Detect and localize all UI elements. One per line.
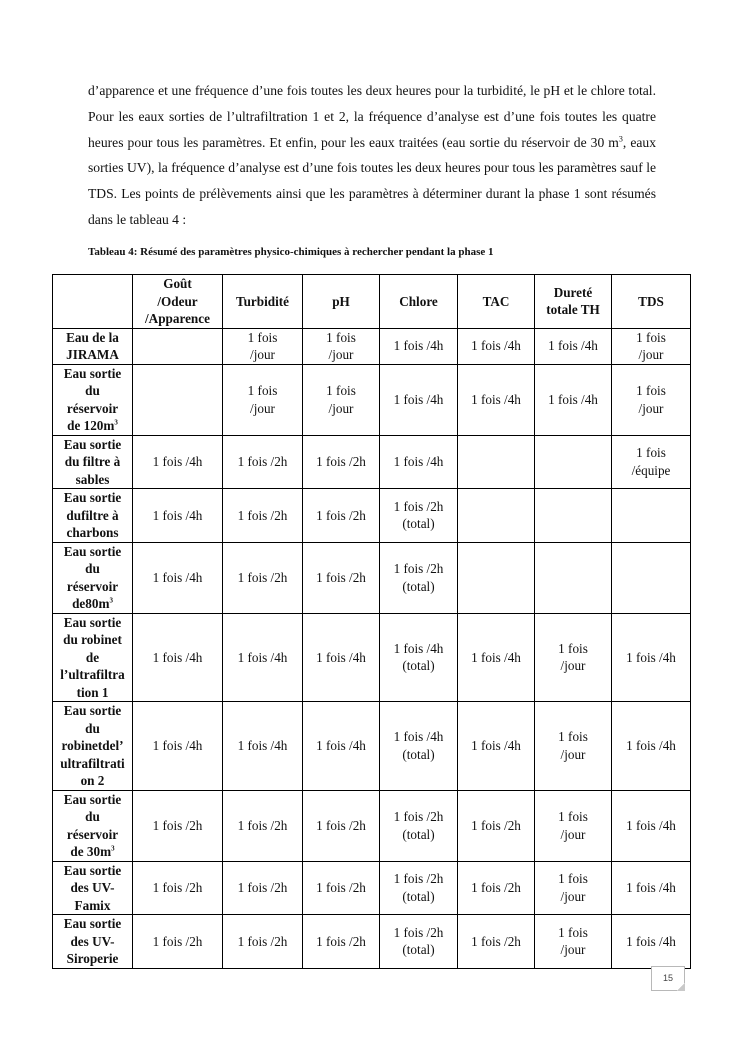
table-cell	[380, 542, 458, 613]
row-label-line	[55, 755, 130, 773]
row-label-line	[55, 453, 130, 471]
table-cell	[223, 542, 303, 613]
table-cell	[303, 861, 380, 915]
paragraph-line: paramètres à déterminer durant la phase 1 sont résumés dans le tableau 4 :	[88, 186, 656, 227]
table-cell	[223, 790, 303, 861]
cell-text: 1 fois /4h	[152, 649, 203, 665]
row-label-line	[55, 933, 130, 951]
table-cell	[612, 364, 691, 435]
row-label-text: charbons	[66, 525, 119, 540]
table-cell	[133, 328, 223, 364]
table-cell	[458, 790, 535, 861]
table-cell	[535, 915, 612, 969]
table-cell	[612, 790, 691, 861]
row-label-text: des UV-	[70, 933, 115, 949]
table-cell	[380, 435, 458, 489]
table-row	[53, 702, 691, 791]
table-cell	[303, 435, 380, 489]
cell-text: (total)	[402, 888, 435, 904]
row-label-line	[55, 595, 130, 613]
row-label-line	[55, 436, 130, 454]
row-label	[53, 790, 133, 861]
row-label	[53, 364, 133, 435]
table-cell	[458, 435, 535, 489]
table-cell	[380, 489, 458, 543]
row-label-text: robinetdel’	[61, 738, 124, 753]
table-cell	[612, 328, 691, 364]
row-label-text: sables	[75, 471, 110, 487]
cell-text: 1 fois	[636, 329, 666, 345]
row-label-line	[55, 417, 130, 435]
cell-text: (total)	[402, 826, 435, 842]
row-label-line	[55, 329, 130, 347]
row-label-line	[55, 737, 130, 755]
cell-text: 1 fois /4h	[626, 817, 676, 833]
row-label-text: ultrafiltrati	[60, 755, 125, 771]
cell-text: 1 fois /2h	[316, 880, 366, 895]
table-cell	[458, 915, 535, 969]
table-row	[53, 364, 691, 435]
cell-text: 1 fois	[558, 924, 588, 940]
row-label-line	[55, 631, 130, 649]
paragraph-line: , eaux sorties UV), la fréquence d’analyse est d’une fois toutes les	[88, 134, 657, 176]
cell-text: 1 fois /4h	[152, 507, 203, 523]
table-cell	[303, 790, 380, 861]
cell-text: (total)	[402, 516, 435, 532]
table-cell	[133, 915, 223, 969]
cell-text: /jour	[560, 888, 586, 904]
cell-text: 1 fois /4h	[152, 738, 203, 753]
cell-text: /jour	[560, 658, 586, 674]
paragraph-line: sortie du réservoir de 30 m	[469, 134, 619, 150]
row-label-text: réservoir	[66, 826, 119, 842]
table-cell	[223, 702, 303, 791]
cell-text: 1 fois /4h	[471, 391, 521, 407]
cell-text: 1 fois /4h	[626, 738, 676, 753]
row-label-line	[55, 471, 130, 489]
table-cell	[612, 489, 691, 543]
cell-text: 1 fois	[247, 329, 278, 345]
cell-text: 1 fois	[636, 383, 666, 398]
cell-text: 1 fois	[558, 640, 588, 656]
table-cell	[133, 702, 223, 791]
table-cell	[303, 702, 380, 791]
cell-text: 1 fois /4h	[548, 391, 598, 407]
cell-text: 1 fois /2h	[471, 933, 521, 949]
row-label	[53, 613, 133, 702]
cell-text: 1 fois /4h	[237, 738, 288, 753]
table-cell	[133, 613, 223, 702]
superscript: 3	[114, 418, 118, 427]
row-label-line	[55, 649, 130, 667]
table-cell	[535, 702, 612, 791]
cell-text: (total)	[402, 658, 435, 674]
header-turbidite: Turbidité	[223, 275, 303, 329]
header-chlore: Chlore	[380, 275, 458, 329]
table-cell	[458, 489, 535, 543]
cell-text: 1 fois /4h	[152, 569, 203, 585]
cell-text: 1 fois /2h	[237, 507, 288, 523]
cell-text: /jour	[560, 746, 586, 762]
row-label-line	[55, 915, 130, 933]
row-label-line	[55, 826, 130, 844]
row-label	[53, 915, 133, 969]
cell-text: 1 fois /2h	[152, 817, 203, 833]
row-label-text: Eau sortie	[63, 862, 122, 878]
row-label-line	[55, 897, 130, 915]
table-cell	[535, 364, 612, 435]
cell-text: 1 fois	[636, 445, 666, 461]
table-cell	[223, 915, 303, 969]
table-cell	[380, 364, 458, 435]
cell-text: 1 fois	[247, 383, 278, 398]
table-cell	[133, 435, 223, 489]
table-cell	[303, 613, 380, 702]
row-label-text: Eau sortie	[63, 490, 122, 505]
page-number-text: 15	[662, 973, 673, 983]
table-cell	[223, 435, 303, 489]
paragraph-line: fois toutes les quatre heures pour tous les paramètres. Et enfin, pour les eaux traitées (eau	[88, 108, 656, 150]
cell-text: /jour	[250, 347, 275, 362]
table-cell	[223, 613, 303, 702]
table-cell	[303, 364, 380, 435]
table-cell	[303, 489, 380, 543]
cell-text: 1 fois /4h	[393, 338, 444, 354]
row-label-text: Eau sortie	[63, 703, 122, 718]
superscript: 3	[618, 134, 623, 144]
cell-text: 1 fois /4h	[626, 649, 676, 665]
cell-text: 1 fois /4h	[626, 933, 676, 949]
row-label-text: tion 1	[76, 684, 109, 700]
cell-text: 1 fois /2h	[316, 817, 366, 833]
row-label	[53, 542, 133, 613]
row-label-text: Eau de la	[66, 329, 119, 345]
table-cell	[535, 328, 612, 364]
header-row	[53, 275, 691, 329]
table-cell	[535, 861, 612, 915]
row-label-text: Siroperie	[66, 951, 119, 966]
table-cell	[133, 489, 223, 543]
cell-text: 1 fois /4h	[237, 649, 288, 665]
table-row	[53, 328, 691, 364]
table-row	[53, 613, 691, 702]
cell-text: 1 fois /4h	[548, 338, 598, 354]
row-label-line	[55, 702, 130, 720]
header-text: /Odeur	[157, 293, 198, 309]
table-cell	[380, 861, 458, 915]
row-label-line	[55, 400, 130, 418]
row-label-line	[55, 578, 130, 596]
cell-text: 1 fois /2h	[237, 880, 288, 895]
table-cell	[380, 613, 458, 702]
cell-text: 1 fois /2h	[237, 933, 288, 949]
cell-text: 1 fois	[558, 809, 588, 824]
cell-text: 1 fois /4h	[393, 391, 444, 407]
superscript: 3	[109, 596, 113, 605]
header-gout	[133, 275, 223, 329]
table-cell	[133, 861, 223, 915]
table-row	[53, 915, 691, 969]
row-label-text: Eau sortie	[63, 614, 122, 630]
body-paragraph	[88, 78, 656, 233]
row-label-line	[55, 862, 130, 880]
cell-text: 1 fois /4h	[626, 880, 676, 895]
table-cell	[458, 328, 535, 364]
paragraph-line: deux heures pour tous les paramètres sauf le TDS. Les points de prélèvements ainsi que les	[88, 160, 657, 202]
row-label-text: de 120m	[67, 418, 115, 433]
table-cell	[458, 702, 535, 791]
header-text: totale TH	[546, 302, 600, 318]
row-label-line	[55, 382, 130, 400]
row-label-text: de 30m	[70, 844, 112, 859]
cell-text: 1 fois /2h	[393, 498, 444, 514]
cell-text: 1 fois /2h	[316, 507, 366, 523]
row-label	[53, 702, 133, 791]
table-row	[53, 542, 691, 613]
row-label-text: Eau sortie	[63, 916, 122, 931]
table-caption: Tableau 4: Résumé des paramètres physico-chimiques à rechercher pendant la phase 1	[88, 246, 494, 258]
table-cell	[380, 702, 458, 791]
header-empty	[53, 275, 133, 329]
row-label-text: Eau sortie	[63, 791, 122, 807]
header-text: Dureté	[553, 284, 593, 300]
table-cell	[223, 364, 303, 435]
row-label-text: réservoir	[66, 400, 119, 416]
row-label-text: de80m	[72, 596, 110, 611]
header-ph: pH	[303, 275, 380, 329]
cell-text: (total)	[402, 578, 435, 594]
row-label-line	[55, 543, 130, 561]
table-cell	[535, 790, 612, 861]
table-cell	[612, 435, 691, 489]
table-cell	[458, 364, 535, 435]
cell-text: /jour	[328, 347, 354, 362]
table-cell	[535, 613, 612, 702]
table-cell	[458, 542, 535, 613]
cell-text: 1 fois /4h	[393, 640, 444, 656]
row-label-text: du filtre à	[64, 454, 121, 469]
parameters-table	[52, 274, 691, 969]
table-cell	[223, 328, 303, 364]
cell-text: 1 fois /4h	[316, 649, 366, 665]
cell-text: 1 fois /4h	[152, 454, 203, 469]
row-label-line	[55, 346, 130, 364]
table-cell	[535, 435, 612, 489]
table-cell	[303, 328, 380, 364]
row-label	[53, 489, 133, 543]
row-label	[53, 328, 133, 364]
row-label-text: des UV-	[70, 880, 115, 895]
row-label-line	[55, 720, 130, 738]
row-label-line	[55, 666, 130, 684]
table-cell	[223, 489, 303, 543]
cell-text: 1 fois /2h	[152, 933, 203, 949]
cell-text: 1 fois /2h	[471, 880, 521, 895]
cell-text: 1 fois /2h	[316, 454, 366, 469]
table-row	[53, 435, 691, 489]
row-label-line	[55, 879, 130, 897]
cell-text: 1 fois	[558, 871, 588, 887]
row-label-line	[55, 950, 130, 968]
row-label-line	[55, 843, 130, 861]
table-cell	[380, 328, 458, 364]
table-cell	[133, 542, 223, 613]
cell-text: 1 fois	[558, 729, 588, 745]
cell-text: 1 fois /4h	[471, 649, 521, 665]
header-tds: TDS	[612, 275, 691, 329]
cell-text: 1 fois /4h	[471, 338, 521, 354]
row-label-text: l’ultrafiltra	[60, 667, 125, 682]
cell-text: 1 fois /4h	[471, 738, 521, 753]
table-cell	[612, 702, 691, 791]
table-cell	[303, 915, 380, 969]
table-cell	[458, 861, 535, 915]
row-label-line	[55, 524, 130, 542]
cell-text: /jour	[560, 942, 586, 958]
cell-text: 1 fois	[326, 383, 356, 398]
row-label	[53, 435, 133, 489]
row-label-line	[55, 808, 130, 826]
cell-text: /jour	[560, 826, 586, 842]
table-cell	[612, 613, 691, 702]
page-number	[651, 966, 685, 991]
row-label-line	[55, 560, 130, 578]
table-row	[53, 861, 691, 915]
table-row	[53, 790, 691, 861]
row-label-line	[55, 489, 130, 507]
cell-text: /équipe	[631, 462, 671, 478]
page-fold-icon	[677, 983, 685, 991]
row-label-line	[55, 507, 130, 525]
table-cell	[303, 542, 380, 613]
cell-text: /jour	[250, 400, 275, 416]
row-label-text: JIRAMA	[66, 347, 119, 362]
row-label-line	[55, 772, 130, 790]
header-tac: TAC	[458, 275, 535, 329]
table-cell	[380, 790, 458, 861]
row-label-text: dufiltre à	[66, 507, 119, 523]
cell-text: (total)	[402, 746, 435, 762]
cell-text: 1 fois	[326, 329, 356, 345]
row-label-line	[55, 614, 130, 632]
cell-text: 1 fois /2h	[237, 817, 288, 833]
header-text: /Apparence	[145, 311, 210, 326]
cell-text: /jour	[638, 400, 664, 416]
row-label-text: Eau sortie	[63, 365, 122, 381]
table-cell	[380, 915, 458, 969]
table-cell	[612, 542, 691, 613]
row-label-text: du robinet	[63, 632, 122, 647]
row-label	[53, 861, 133, 915]
superscript: 3	[111, 844, 115, 853]
cell-text: (total)	[402, 942, 435, 958]
row-label-text: réservoir	[66, 578, 119, 594]
cell-text: 1 fois /2h	[393, 924, 444, 940]
cell-text: 1 fois /2h	[393, 871, 444, 887]
row-label-text: Famix	[74, 897, 111, 913]
header-durete	[535, 275, 612, 329]
cell-text: 1 fois /4h	[393, 454, 444, 469]
table-row	[53, 489, 691, 543]
cell-text: 1 fois /2h	[237, 569, 288, 585]
table-cell	[133, 364, 223, 435]
table-cell	[612, 861, 691, 915]
cell-text: 1 fois /2h	[237, 454, 288, 469]
table-cell	[535, 489, 612, 543]
cell-text: 1 fois /4h	[316, 738, 366, 753]
cell-text: 1 fois /2h	[316, 933, 366, 949]
table-cell	[612, 915, 691, 969]
row-label-line	[55, 684, 130, 702]
cell-text: 1 fois /2h	[316, 569, 366, 585]
row-label-text: du	[85, 561, 100, 576]
row-label-text: du	[85, 720, 100, 736]
cell-text: 1 fois /2h	[393, 809, 444, 824]
row-label-line	[55, 791, 130, 809]
table-cell	[535, 542, 612, 613]
paragraph-line: chlore total. Pour les eaux sorties de l’ultrafiltration 1 et 2, la fréquence d’analyse est d’une	[88, 83, 656, 124]
row-label-text: Eau sortie	[63, 436, 122, 452]
cell-text: /jour	[328, 400, 354, 416]
cell-text: 1 fois /4h	[393, 729, 444, 745]
row-label-text: Eau sortie	[63, 543, 122, 559]
row-label-text: du	[85, 383, 100, 398]
header-text: Goût	[163, 276, 192, 291]
row-label-text: du	[85, 809, 100, 824]
table-cell	[458, 613, 535, 702]
table-cell	[223, 861, 303, 915]
table-cell	[133, 790, 223, 861]
cell-text: 1 fois /2h	[393, 561, 444, 576]
row-label-text: on 2	[80, 773, 105, 788]
paragraph-line: d’apparence et une fréquence d’une fois toutes les deux heures pour la turbidité, le pH et le	[88, 83, 588, 98]
cell-text: /jour	[638, 347, 664, 362]
cell-text: 1 fois /2h	[471, 817, 521, 833]
row-label-text: de	[85, 649, 100, 665]
row-label-line	[55, 365, 130, 383]
cell-text: 1 fois /2h	[152, 880, 203, 895]
